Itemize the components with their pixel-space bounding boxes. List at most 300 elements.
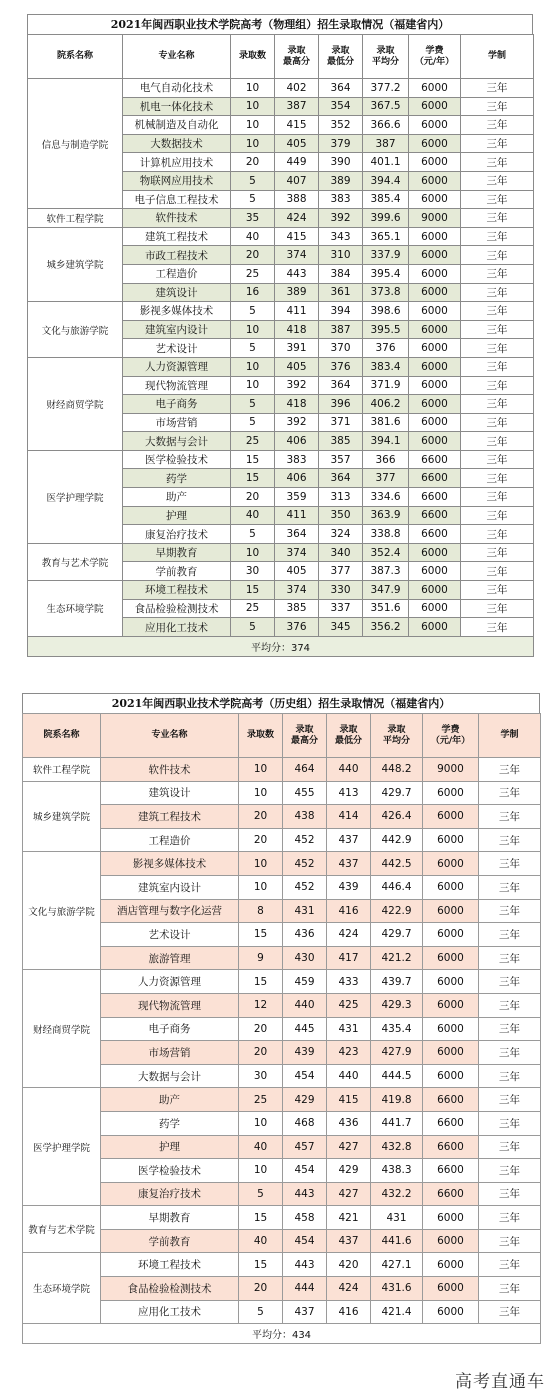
history-max-cell: 443 (283, 1182, 327, 1206)
history-table-row (23, 828, 541, 852)
physics-n-cell: 10 (231, 357, 275, 376)
physics-major-cell: 大数据技术 (123, 134, 231, 153)
physics-fee-cell: 6000 (409, 581, 461, 600)
physics-major-cell: 电子信息工程技术 (123, 190, 231, 209)
physics-max-cell: 389 (275, 283, 319, 302)
physics-min-cell: 313 (319, 488, 363, 507)
physics-min-cell: 337 (319, 599, 363, 618)
physics-avg-cell: 366.6 (363, 116, 409, 135)
history-fee-cell: 6600 (423, 1159, 479, 1183)
physics-major-cell: 大数据与会计 (123, 432, 231, 451)
physics-fee-cell: 9000 (409, 209, 461, 228)
physics-min-cell: 392 (319, 209, 363, 228)
physics-fee-cell: 6000 (409, 339, 461, 358)
history-fee-cell: 6000 (423, 923, 479, 947)
history-fee-cell: 6000 (423, 781, 479, 805)
physics-fee-cell: 6600 (409, 450, 461, 469)
history-term-cell: 三年 (479, 1277, 541, 1301)
physics-n-cell: 10 (231, 543, 275, 562)
physics-term-cell: 三年 (461, 302, 534, 321)
history-fee-cell: 9000 (423, 758, 479, 782)
history-max-cell: 454 (283, 1159, 327, 1183)
history-dept-cell: 软件工程学院 (23, 758, 101, 782)
physics-max-cell: 415 (275, 116, 319, 135)
physics-avg-cell: 347.9 (363, 581, 409, 600)
physics-fee-cell: 6000 (409, 190, 461, 209)
history-max-cell: 440 (283, 993, 327, 1017)
history-term-cell: 三年 (479, 805, 541, 829)
physics-fee-cell: 6000 (409, 246, 461, 265)
history-dept-cell: 城乡建筑学院 (23, 781, 101, 852)
history-avg-cell: 435.4 (371, 1017, 423, 1041)
physics-n-cell: 40 (231, 227, 275, 246)
physics-dept-cell: 软件工程学院 (28, 209, 123, 228)
physics-min-cell: 343 (319, 227, 363, 246)
physics-min-cell: 364 (319, 376, 363, 395)
history-table-row (23, 1088, 541, 1112)
history-min-cell: 436 (327, 1111, 371, 1135)
history-max-cell: 452 (283, 852, 327, 876)
history-header-cell: 录取 最高分 (283, 714, 327, 758)
physics-n-cell: 16 (231, 283, 275, 302)
history-avg-cell: 419.8 (371, 1088, 423, 1112)
physics-fee-cell: 6000 (409, 79, 461, 98)
history-n-cell: 15 (239, 1206, 283, 1230)
physics-max-cell: 405 (275, 357, 319, 376)
history-table-row (23, 946, 541, 970)
history-term-cell: 三年 (479, 946, 541, 970)
history-fee-cell: 6000 (423, 1277, 479, 1301)
history-avg-cell: 441.7 (371, 1111, 423, 1135)
history-table-row (23, 923, 541, 947)
history-term-cell: 三年 (479, 1159, 541, 1183)
history-n-cell: 9 (239, 946, 283, 970)
physics-header-cell: 学费 （元/年） (409, 35, 461, 79)
physics-term-cell: 三年 (461, 543, 534, 562)
history-term-cell: 三年 (479, 1300, 541, 1324)
history-min-cell: 421 (327, 1206, 371, 1230)
physics-major-cell: 机电一体化技术 (123, 97, 231, 116)
physics-table-row (28, 302, 534, 321)
physics-term-cell: 三年 (461, 581, 534, 600)
physics-n-cell: 10 (231, 320, 275, 339)
history-term-cell: 三年 (479, 923, 541, 947)
physics-avg-cell: 363.9 (363, 506, 409, 525)
history-major-cell: 人力资源管理 (101, 970, 239, 994)
physics-max-cell: 387 (275, 97, 319, 116)
physics-avg-cell: 377.2 (363, 79, 409, 98)
history-avg-cell: 429.7 (371, 781, 423, 805)
history-n-cell: 40 (239, 1229, 283, 1253)
physics-n-cell: 25 (231, 432, 275, 451)
physics-fee-cell: 6000 (409, 134, 461, 153)
physics-header-cell: 录取数 (231, 35, 275, 79)
physics-term-cell: 三年 (461, 283, 534, 302)
physics-n-cell: 5 (231, 339, 275, 358)
physics-n-cell: 20 (231, 153, 275, 172)
history-term-cell: 三年 (479, 1135, 541, 1159)
history-min-cell: 427 (327, 1182, 371, 1206)
physics-fee-cell: 6000 (409, 599, 461, 618)
history-min-cell: 431 (327, 1017, 371, 1041)
history-max-cell: 452 (283, 875, 327, 899)
physics-major-cell: 医学检验技术 (123, 450, 231, 469)
history-term-cell: 三年 (479, 1111, 541, 1135)
history-term-cell: 三年 (479, 1206, 541, 1230)
history-major-cell: 工程造价 (101, 828, 239, 852)
history-major-cell: 早期教育 (101, 1206, 239, 1230)
history-major-cell: 护理 (101, 1135, 239, 1159)
physics-min-cell: 330 (319, 581, 363, 600)
history-n-cell: 20 (239, 1041, 283, 1065)
physics-fee-cell: 6000 (409, 376, 461, 395)
physics-fee-cell: 6000 (409, 432, 461, 451)
physics-max-cell: 385 (275, 599, 319, 618)
history-table-row (23, 1041, 541, 1065)
physics-avg-cell: 394.4 (363, 171, 409, 190)
physics-n-cell: 5 (231, 190, 275, 209)
physics-n-cell: 25 (231, 264, 275, 283)
physics-max-cell: 406 (275, 469, 319, 488)
history-major-cell: 大数据与会计 (101, 1064, 239, 1088)
history-min-cell: 416 (327, 899, 371, 923)
history-table-row (23, 1253, 541, 1277)
history-n-cell: 30 (239, 1064, 283, 1088)
physics-min-cell: 384 (319, 264, 363, 283)
history-n-cell: 15 (239, 970, 283, 994)
history-fee-cell: 6000 (423, 852, 479, 876)
history-header-cell: 录取 平均分 (371, 714, 423, 758)
history-min-cell: 425 (327, 993, 371, 1017)
physics-table-row (28, 357, 534, 376)
history-n-cell: 40 (239, 1135, 283, 1159)
history-n-cell: 20 (239, 1017, 283, 1041)
history-dept-cell: 文化与旅游学院 (23, 852, 101, 970)
physics-n-cell: 30 (231, 562, 275, 581)
history-n-cell: 20 (239, 1277, 283, 1301)
history-max-cell: 429 (283, 1088, 327, 1112)
history-table-row (23, 899, 541, 923)
physics-dept-cell: 文化与旅游学院 (28, 302, 123, 358)
physics-min-cell: 361 (319, 283, 363, 302)
physics-max-cell: 359 (275, 488, 319, 507)
physics-fee-cell: 6000 (409, 302, 461, 321)
physics-header-row (28, 35, 534, 79)
physics-major-cell: 建筑工程技术 (123, 227, 231, 246)
physics-avg-cell: 401.1 (363, 153, 409, 172)
physics-n-cell: 10 (231, 97, 275, 116)
physics-admission-table-section (27, 14, 533, 657)
history-header-cell: 院系名称 (23, 714, 101, 758)
physics-min-cell: 376 (319, 357, 363, 376)
physics-term-cell: 三年 (461, 320, 534, 339)
physics-min-cell: 354 (319, 97, 363, 116)
physics-term-cell: 三年 (461, 395, 534, 414)
physics-max-cell: 392 (275, 376, 319, 395)
physics-avg-cell: 351.6 (363, 599, 409, 618)
history-avg-cell: 429.3 (371, 993, 423, 1017)
history-major-cell: 药学 (101, 1111, 239, 1135)
history-min-cell: 429 (327, 1159, 371, 1183)
physics-avg-cell: 394.1 (363, 432, 409, 451)
history-major-cell: 旅游管理 (101, 946, 239, 970)
history-table-row (23, 970, 541, 994)
history-max-cell: 430 (283, 946, 327, 970)
history-avg-cell: 448.2 (371, 758, 423, 782)
history-fee-cell: 6000 (423, 993, 479, 1017)
physics-max-cell: 374 (275, 581, 319, 600)
physics-dept-cell: 生态环境学院 (28, 581, 123, 637)
history-avg-cell: 426.4 (371, 805, 423, 829)
history-dept-cell: 教育与艺术学院 (23, 1206, 101, 1253)
physics-term-cell: 三年 (461, 134, 534, 153)
physics-table-row (28, 79, 534, 98)
history-avg-cell: 422.9 (371, 899, 423, 923)
physics-header-cell: 录取 最高分 (275, 35, 319, 79)
history-major-cell: 医学检验技术 (101, 1159, 239, 1183)
physics-header-cell: 学制 (461, 35, 534, 79)
history-avg-cell: 439.7 (371, 970, 423, 994)
history-fee-cell: 6000 (423, 946, 479, 970)
physics-dept-cell: 城乡建筑学院 (28, 227, 123, 301)
history-table-row (23, 1017, 541, 1041)
physics-term-cell: 三年 (461, 432, 534, 451)
history-term-cell: 三年 (479, 758, 541, 782)
history-major-cell: 市场营销 (101, 1041, 239, 1065)
physics-fee-cell: 6000 (409, 413, 461, 432)
physics-n-cell: 5 (231, 395, 275, 414)
physics-min-cell: 357 (319, 450, 363, 469)
history-dept-cell: 财经商贸学院 (23, 970, 101, 1088)
history-fee-cell: 6000 (423, 828, 479, 852)
physics-min-cell: 310 (319, 246, 363, 265)
history-table-row (23, 805, 541, 829)
physics-dept-cell: 教育与艺术学院 (28, 543, 123, 580)
history-max-cell: 431 (283, 899, 327, 923)
history-max-cell: 454 (283, 1064, 327, 1088)
physics-fee-cell: 6600 (409, 488, 461, 507)
physics-fee-cell: 6600 (409, 469, 461, 488)
physics-term-cell: 三年 (461, 525, 534, 544)
history-n-cell: 8 (239, 899, 283, 923)
history-max-cell: 452 (283, 828, 327, 852)
history-max-cell: 436 (283, 923, 327, 947)
history-n-cell: 20 (239, 828, 283, 852)
physics-term-cell: 三年 (461, 246, 534, 265)
physics-major-cell: 食品检验检测技术 (123, 599, 231, 618)
history-header-cell: 录取数 (239, 714, 283, 758)
physics-avg-cell: 383.4 (363, 357, 409, 376)
history-avg-cell: 431.6 (371, 1277, 423, 1301)
physics-fee-cell: 6000 (409, 264, 461, 283)
history-table-row (23, 1277, 541, 1301)
physics-term-cell: 三年 (461, 450, 534, 469)
history-term-cell: 三年 (479, 852, 541, 876)
physics-avg-cell: 376 (363, 339, 409, 358)
physics-n-cell: 15 (231, 450, 275, 469)
physics-term-cell: 三年 (461, 339, 534, 358)
physics-avg-cell: 398.6 (363, 302, 409, 321)
history-min-cell: 420 (327, 1253, 371, 1277)
physics-avg-cell: 352.4 (363, 543, 409, 562)
history-dept-cell: 医学护理学院 (23, 1088, 101, 1206)
physics-n-cell: 10 (231, 376, 275, 395)
physics-major-cell: 早期教育 (123, 543, 231, 562)
physics-fee-cell: 6000 (409, 283, 461, 302)
history-min-cell: 427 (327, 1135, 371, 1159)
physics-min-cell: 371 (319, 413, 363, 432)
physics-min-cell: 385 (319, 432, 363, 451)
physics-avg-cell: 406.2 (363, 395, 409, 414)
physics-avg-cell: 395.5 (363, 320, 409, 339)
physics-average-score: 平均分：374 (28, 636, 534, 656)
history-n-cell: 5 (239, 1182, 283, 1206)
history-fee-cell: 6600 (423, 1111, 479, 1135)
history-major-cell: 软件技术 (101, 758, 239, 782)
history-major-cell: 建筑室内设计 (101, 875, 239, 899)
history-max-cell: 444 (283, 1277, 327, 1301)
physics-avg-cell: 377 (363, 469, 409, 488)
physics-avg-cell: 371.9 (363, 376, 409, 395)
history-table-row (23, 1182, 541, 1206)
history-fee-cell: 6000 (423, 1300, 479, 1324)
history-max-cell: 439 (283, 1041, 327, 1065)
physics-major-cell: 康复治疗技术 (123, 525, 231, 544)
history-table-row (23, 1135, 541, 1159)
physics-avg-cell: 356.2 (363, 618, 409, 637)
history-avg-cell: 442.5 (371, 852, 423, 876)
physics-max-cell: 415 (275, 227, 319, 246)
history-avg-cell: 421.4 (371, 1300, 423, 1324)
physics-n-cell: 10 (231, 116, 275, 135)
physics-max-cell: 405 (275, 562, 319, 581)
history-major-cell: 建筑设计 (101, 781, 239, 805)
history-n-cell: 5 (239, 1300, 283, 1324)
physics-fee-cell: 6000 (409, 395, 461, 414)
history-n-cell: 10 (239, 1159, 283, 1183)
physics-major-cell: 物联网应用技术 (123, 171, 231, 190)
physics-n-cell: 40 (231, 506, 275, 525)
physics-fee-cell: 6000 (409, 153, 461, 172)
history-min-cell: 437 (327, 828, 371, 852)
physics-max-cell: 418 (275, 395, 319, 414)
history-avg-cell: 429.7 (371, 923, 423, 947)
history-major-cell: 艺术设计 (101, 923, 239, 947)
physics-avg-cell: 387 (363, 134, 409, 153)
history-fee-cell: 6600 (423, 1088, 479, 1112)
physics-dept-cell: 医学护理学院 (28, 450, 123, 543)
history-major-cell: 康复治疗技术 (101, 1182, 239, 1206)
history-max-cell: 468 (283, 1111, 327, 1135)
physics-major-cell: 机械制造及自动化 (123, 116, 231, 135)
physics-major-cell: 计算机应用技术 (123, 153, 231, 172)
history-avg-cell: 442.9 (371, 828, 423, 852)
history-fee-cell: 6600 (423, 1182, 479, 1206)
physics-avg-cell: 395.4 (363, 264, 409, 283)
history-admission-table (22, 713, 541, 1344)
physics-max-cell: 374 (275, 543, 319, 562)
physics-term-cell: 三年 (461, 469, 534, 488)
physics-fee-cell: 6600 (409, 525, 461, 544)
history-term-cell: 三年 (479, 781, 541, 805)
history-n-cell: 20 (239, 805, 283, 829)
physics-term-cell: 三年 (461, 209, 534, 228)
history-fee-cell: 6000 (423, 899, 479, 923)
history-table-row (23, 993, 541, 1017)
physics-n-cell: 5 (231, 302, 275, 321)
physics-n-cell: 35 (231, 209, 275, 228)
history-avg-cell: 421.2 (371, 946, 423, 970)
physics-major-cell: 建筑室内设计 (123, 320, 231, 339)
physics-major-cell: 药学 (123, 469, 231, 488)
history-min-cell: 440 (327, 758, 371, 782)
history-n-cell: 10 (239, 1111, 283, 1135)
history-fee-cell: 6000 (423, 1017, 479, 1041)
history-avg-cell: 444.5 (371, 1064, 423, 1088)
history-term-cell: 三年 (479, 970, 541, 994)
physics-fee-cell: 6000 (409, 562, 461, 581)
physics-avg-cell: 399.6 (363, 209, 409, 228)
physics-header-cell: 录取 最低分 (319, 35, 363, 79)
physics-avg-cell: 367.5 (363, 97, 409, 116)
physics-avg-cell: 381.6 (363, 413, 409, 432)
history-min-cell: 414 (327, 805, 371, 829)
physics-max-cell: 424 (275, 209, 319, 228)
history-min-cell: 424 (327, 1277, 371, 1301)
physics-major-cell: 助产 (123, 488, 231, 507)
physics-max-cell: 402 (275, 79, 319, 98)
physics-min-cell: 389 (319, 171, 363, 190)
history-avg-cell: 438.3 (371, 1159, 423, 1183)
physics-min-cell: 324 (319, 525, 363, 544)
physics-fee-cell: 6000 (409, 116, 461, 135)
physics-max-cell: 406 (275, 432, 319, 451)
physics-min-cell: 387 (319, 320, 363, 339)
physics-major-cell: 电子商务 (123, 395, 231, 414)
physics-avg-cell: 338.8 (363, 525, 409, 544)
history-term-cell: 三年 (479, 1253, 541, 1277)
physics-major-cell: 护理 (123, 506, 231, 525)
physics-fee-cell: 6000 (409, 320, 461, 339)
physics-term-cell: 三年 (461, 506, 534, 525)
physics-min-cell: 383 (319, 190, 363, 209)
history-avg-cell: 432.8 (371, 1135, 423, 1159)
history-table-row (23, 1300, 541, 1324)
history-term-cell: 三年 (479, 993, 541, 1017)
history-term-cell: 三年 (479, 875, 541, 899)
history-term-cell: 三年 (479, 1017, 541, 1041)
history-fee-cell: 6000 (423, 1229, 479, 1253)
history-n-cell: 25 (239, 1088, 283, 1112)
history-term-cell: 三年 (479, 1064, 541, 1088)
physics-major-cell: 应用化工技术 (123, 618, 231, 637)
history-fee-cell: 6600 (423, 1135, 479, 1159)
physics-fee-cell: 6000 (409, 543, 461, 562)
physics-avg-cell: 337.9 (363, 246, 409, 265)
physics-n-cell: 5 (231, 525, 275, 544)
physics-term-cell: 三年 (461, 599, 534, 618)
physics-min-cell: 379 (319, 134, 363, 153)
physics-major-cell: 人力资源管理 (123, 357, 231, 376)
physics-fee-cell: 6000 (409, 171, 461, 190)
physics-term-cell: 三年 (461, 171, 534, 190)
history-avg-cell: 432.2 (371, 1182, 423, 1206)
history-fee-cell: 6000 (423, 875, 479, 899)
physics-term-cell: 三年 (461, 357, 534, 376)
history-min-cell: 423 (327, 1041, 371, 1065)
history-min-cell: 433 (327, 970, 371, 994)
history-major-cell: 助产 (101, 1088, 239, 1112)
